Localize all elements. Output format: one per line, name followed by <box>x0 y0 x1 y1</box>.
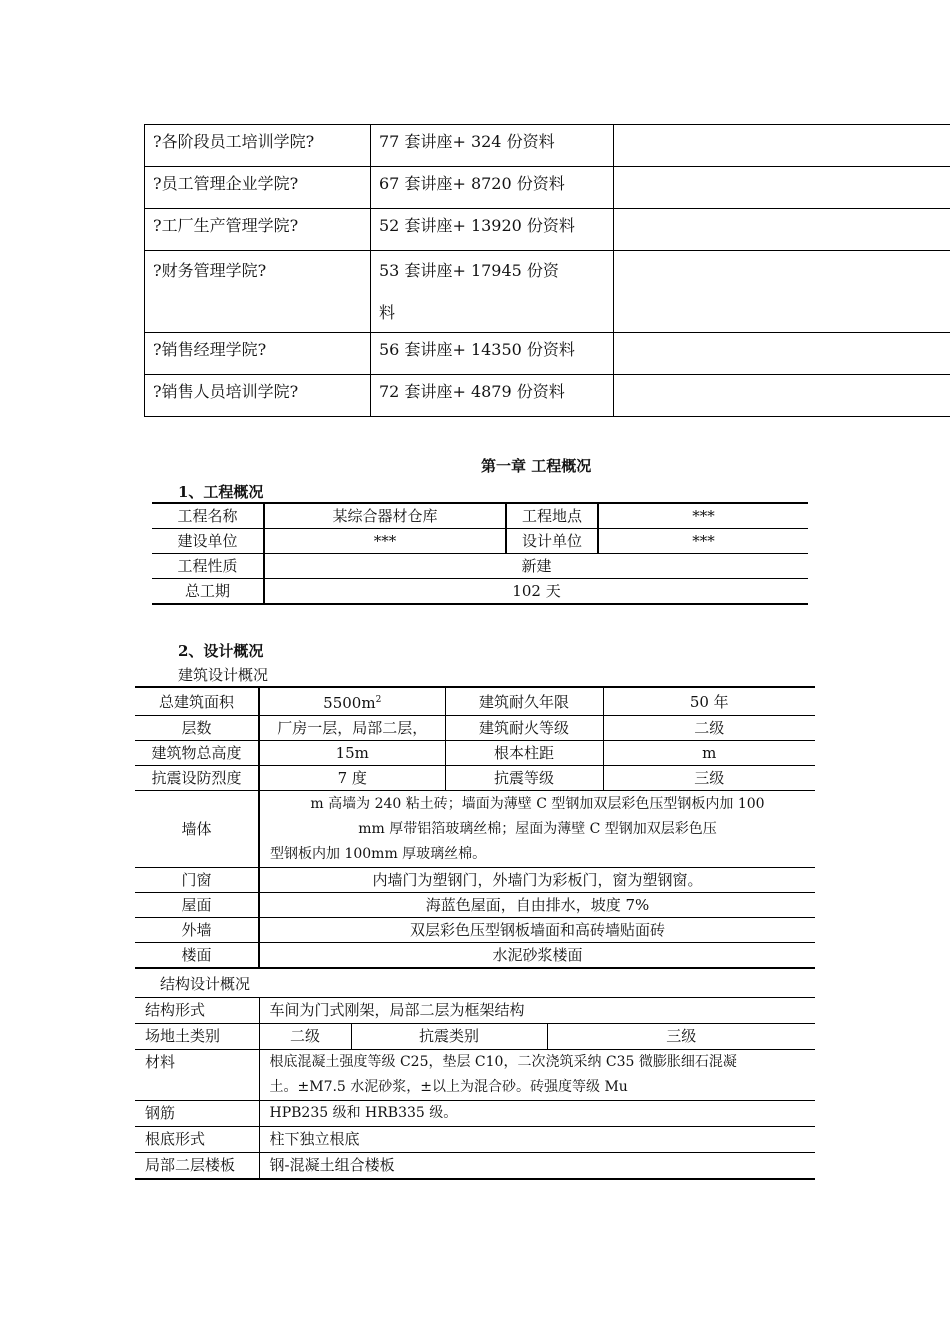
table-row <box>152 579 808 605</box>
section-heading: 1、工程概况 <box>178 483 264 501</box>
value-cell: *** <box>598 503 808 529</box>
value-cell: 内墙门为塑钢门，外墙门为彩板门，窗为塑钢窗。 <box>259 868 815 893</box>
table-row <box>145 251 950 333</box>
table-row <box>152 503 808 529</box>
table-row <box>145 375 950 417</box>
empty-cell <box>614 375 950 417</box>
table-row <box>145 333 950 375</box>
course-content-line: 料 <box>379 303 396 322</box>
label-cell: 钢筋 <box>135 1101 259 1127</box>
empty-cell <box>614 167 950 209</box>
label-cell: 建筑物总高度 <box>135 741 259 766</box>
value-cell: 新建 <box>264 554 808 579</box>
empty-cell <box>614 209 950 251</box>
label-cell: 建筑耐火等级 <box>445 716 603 741</box>
course-content: 72 套讲座+ 4879 份资料 <box>371 375 614 417</box>
label-cell: 抗震设防烈度 <box>135 766 259 791</box>
label-cell: 抗震类别 <box>351 1024 547 1050</box>
structure-design-table <box>135 997 815 1180</box>
wall-line: 型钢板内加 100mm 厚玻璃丝棉。 <box>270 845 487 862</box>
course-name: ?销售经理学院? <box>145 333 371 375</box>
table-row <box>135 1127 815 1153</box>
table-row <box>135 1153 815 1180</box>
course-content: 56 套讲座+ 14350 份资料 <box>371 333 614 375</box>
label-cell: 工程地点 <box>506 503 598 529</box>
project-overview-table <box>152 502 808 605</box>
table-row <box>135 868 815 893</box>
value-cell: HPB235 级和 HRB335 级。 <box>259 1101 815 1127</box>
value-cell: 某综合器材仓库 <box>264 503 506 529</box>
wall-line: mm 厚带铝箔玻璃丝棉；屋面为薄壁 C 型钢加双层彩色压 <box>358 820 717 837</box>
course-name: ?各阶段员工培训学院? <box>145 125 371 167</box>
value-cell: 钢-混凝土组合楼板 <box>259 1153 815 1180</box>
label-cell: 总建筑面积 <box>135 687 259 716</box>
value-cell: 水泥砂浆楼面 <box>259 943 815 969</box>
label-cell: 建筑耐久年限 <box>445 687 603 716</box>
label-cell: 楼面 <box>135 943 259 969</box>
label-cell: 结构形式 <box>135 998 259 1024</box>
value-cell: 厂房一层，局部二层， <box>259 716 445 741</box>
label-cell: 总工期 <box>152 579 264 605</box>
label-cell: 工程名称 <box>152 503 264 529</box>
label-cell: 门窗 <box>135 868 259 893</box>
label-cell: 抗震等级 <box>445 766 603 791</box>
label-cell: 局部二层楼板 <box>135 1153 259 1180</box>
course-content: 77 套讲座+ 324 份资料 <box>371 125 614 167</box>
table-row <box>135 1101 815 1127</box>
course-name: ?销售人员培训学院? <box>145 375 371 417</box>
course-content-line: 53 套讲座+ 17945 份资 <box>379 261 559 280</box>
table-row <box>145 167 950 209</box>
value-cell: m <box>603 741 815 766</box>
table-row <box>135 766 815 791</box>
table-row <box>145 125 950 167</box>
material-line: 土。±M7.5 水泥砂浆，±以上为混合砂。砖强度等级 Mu <box>269 1079 628 1095</box>
table-row <box>135 791 815 868</box>
table-row <box>135 943 815 969</box>
value-cell: 双层彩色压型钢板墙面和高砖墙贴面砖 <box>259 918 815 943</box>
label-cell: 根底形式 <box>135 1127 259 1153</box>
label-cell: 材料 <box>135 1050 259 1101</box>
subsection-label: 建筑设计概况 <box>178 666 269 684</box>
wall-line: m 高墙为 240 粘土砖；墙面为薄壁 C 型钢加双层彩色压型钢板内加 100 <box>310 795 765 812</box>
label-cell: 墙体 <box>135 791 259 868</box>
architecture-design-table <box>135 686 815 969</box>
value-cell: *** <box>598 529 808 554</box>
label-cell: 建设单位 <box>152 529 264 554</box>
wall-description <box>259 791 815 868</box>
material-description <box>259 1050 815 1101</box>
table-row <box>135 1050 815 1101</box>
section-heading: 2、设计概况 <box>178 642 264 660</box>
value-cell: 7 度 <box>259 766 445 791</box>
value-cell: *** <box>264 529 506 554</box>
value-cell: 15m <box>259 741 445 766</box>
empty-cell <box>614 251 950 333</box>
label-cell: 设计单位 <box>506 529 598 554</box>
value-cell: 柱下独立根底 <box>259 1127 815 1153</box>
course-name: ?员工管理企业学院? <box>145 167 371 209</box>
label-cell: 工程性质 <box>152 554 264 579</box>
course-name: ?工厂生产管理学院? <box>145 209 371 251</box>
course-content <box>371 251 614 333</box>
value-cell: $5500m^2$ <box>259 687 445 716</box>
label-cell: 场地土类别 <box>135 1024 259 1050</box>
course-content: 52 套讲座+ 13920 份资料 <box>371 209 614 251</box>
value-cell: 二级 <box>259 1024 351 1050</box>
label-cell: 屋面 <box>135 893 259 918</box>
table-row <box>135 687 815 716</box>
table-row <box>152 529 808 554</box>
value-cell: 车间为门式刚架，局部二层为框架结构 <box>259 998 815 1024</box>
empty-cell <box>614 333 950 375</box>
label-cell: 根本柱距 <box>445 741 603 766</box>
table-row <box>135 893 815 918</box>
value-cell: 50 年 <box>603 687 815 716</box>
course-content: 67 套讲座+ 8720 份资料 <box>371 167 614 209</box>
table-row <box>135 918 815 943</box>
course-name: ?财务管理学院? <box>145 251 371 333</box>
courses-table <box>144 124 950 417</box>
value-cell: 102 天 <box>512 582 561 600</box>
chapter-title: 第一章 工程概况 <box>481 457 592 475</box>
table-row <box>145 209 950 251</box>
empty-cell <box>614 125 950 167</box>
table-row <box>135 741 815 766</box>
table-row <box>152 554 808 579</box>
label-cell: 外墙 <box>135 918 259 943</box>
value-cell: 三级 <box>547 1024 815 1050</box>
value-cell: 二级 <box>603 716 815 741</box>
table-row <box>135 716 815 741</box>
label-cell: 层数 <box>135 716 259 741</box>
table-row <box>135 1024 815 1050</box>
subsection-label: 结构设计概况 <box>160 975 251 993</box>
table-row <box>135 998 815 1024</box>
material-line: 根底混凝土强度等级 C25，垫层 C10，二次浇筑采纳 C35 微膨胀细石混凝 <box>269 1054 737 1070</box>
value-cell: 三级 <box>603 766 815 791</box>
value-cell: 海蓝色屋面，自由排水，坡度 7% <box>259 893 815 918</box>
